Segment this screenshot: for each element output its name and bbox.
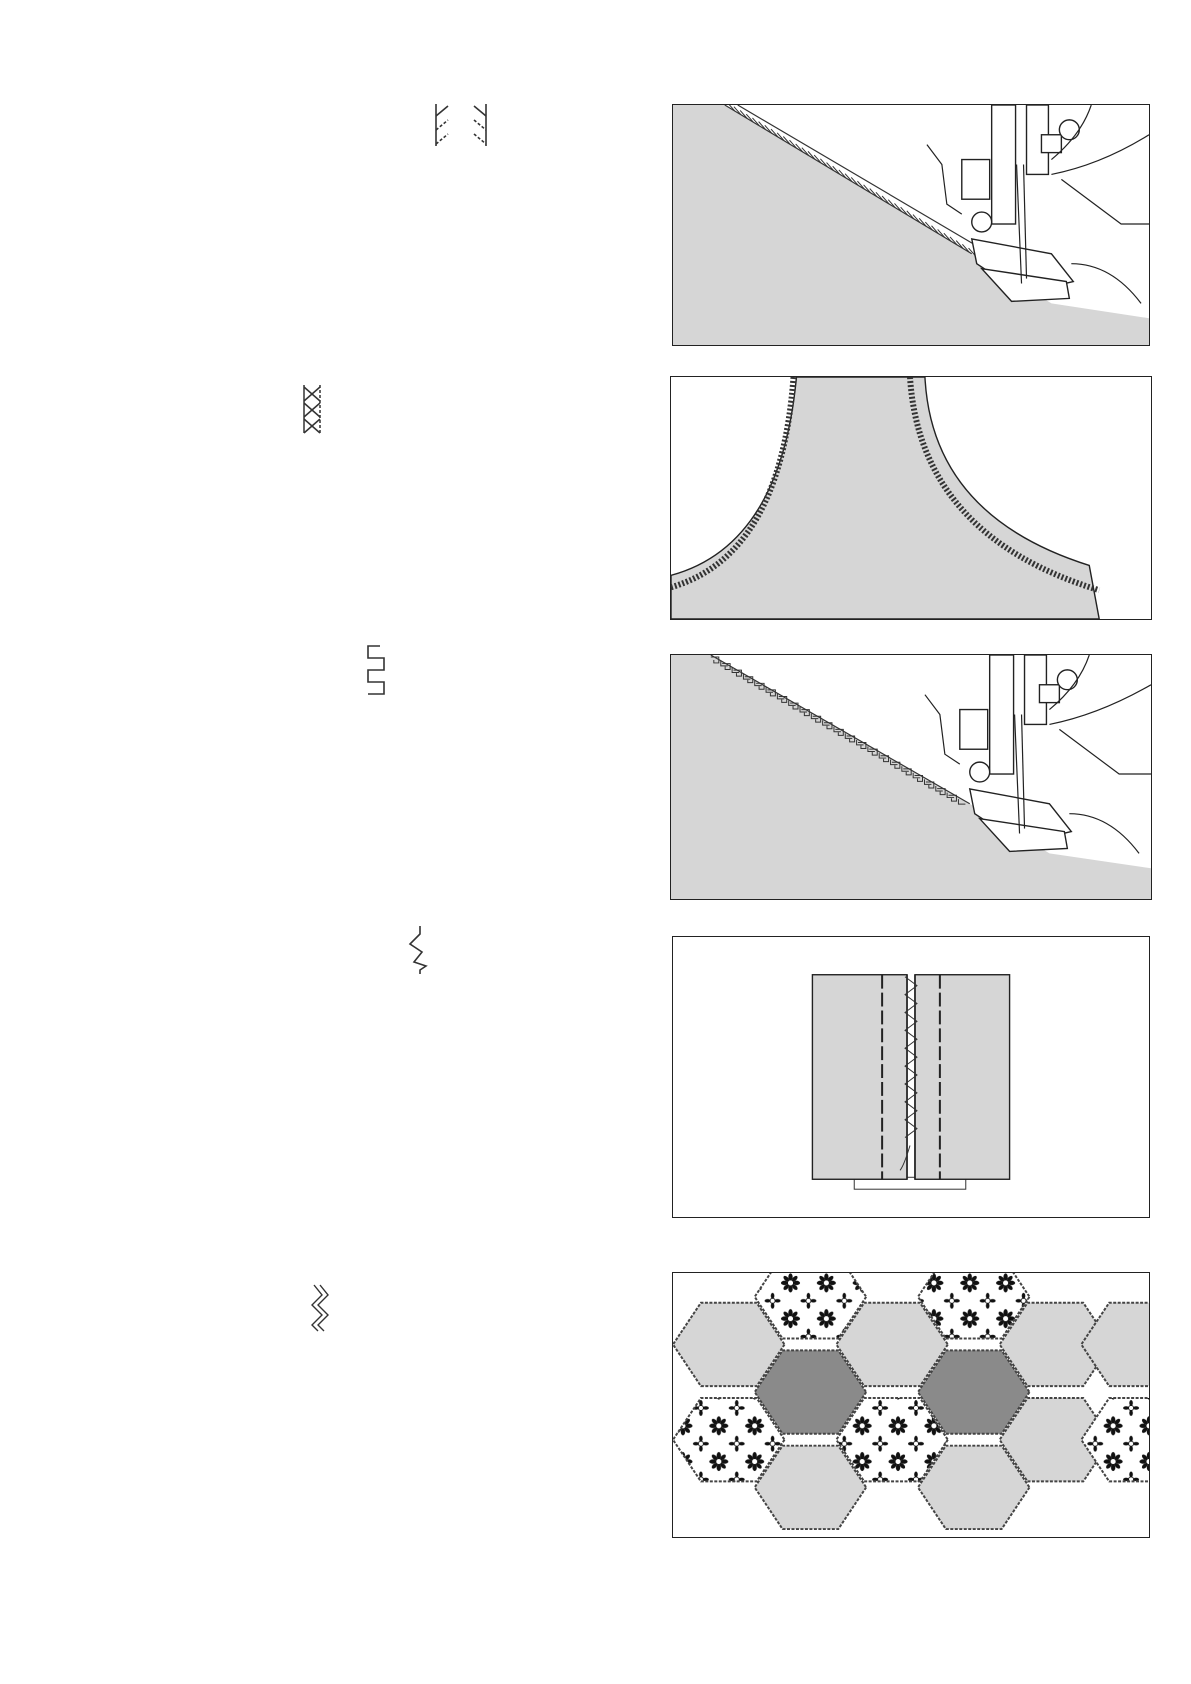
cross-stitch-icon: [300, 383, 330, 435]
lightning-stitch-icon: [406, 924, 432, 976]
double-overlock-stitch-icon: [432, 102, 492, 148]
illustration-curved-neckline: [670, 376, 1152, 620]
greek-key-stitch-icon: [364, 644, 388, 696]
feather-stitch-icon: [306, 1283, 332, 1333]
illustration-butted-seam: [672, 936, 1150, 1218]
illustration-presser-foot-edge-stitch: [672, 104, 1150, 346]
illustration-presser-foot-greek-key: [670, 654, 1152, 900]
illustration-hexagon-patchwork: [672, 1272, 1150, 1538]
